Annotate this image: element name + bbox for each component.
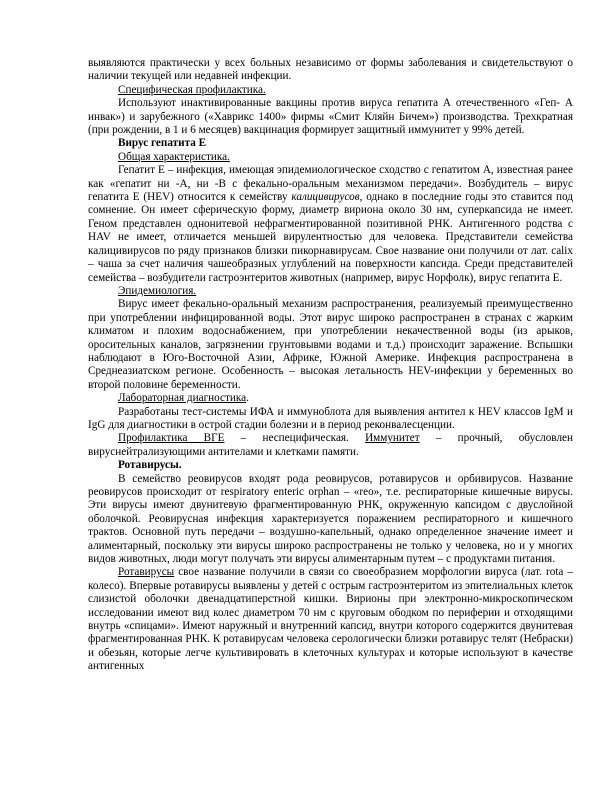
heading-epidemiology-text: Эпидемиология. xyxy=(118,284,197,297)
heading-specific-prophylaxis xyxy=(88,84,573,97)
paragraph-prophylaxis-text-a: – неспецифическая. xyxy=(224,432,366,445)
paragraph-vaccines: Используют инактивированные вакцины против вируса гепатита А отечественного «Геп- А инвак») и зарубежного («Хаврикс 1400» фирмы «Смит Кляйн Бичем») производства. Трехкратная (при рождении, в 1 и 6 месяцев) вакцинация формирует защитный иммунитет у 99% детей. xyxy=(88,97,573,137)
term-hev-prophylaxis: Профилактика ВГЕ xyxy=(118,432,225,445)
heading-lab-diagnostics xyxy=(88,392,573,405)
term-immunity: Иммунитет xyxy=(365,432,420,445)
heading-epidemiology xyxy=(88,285,573,298)
term-caliciviruses: калицивирусов xyxy=(291,191,360,204)
paragraph-prophylaxis-text-b: – прочный, обусловлен вируснейтрализующими антителами и клетками памяти. xyxy=(88,432,573,458)
paragraph-rotaviruses xyxy=(88,566,573,673)
heading-general-characteristics-text: Общая характеристика. xyxy=(118,150,230,163)
paragraph-rotaviruses-text: свое название получили в связи со своеобразием морфологии вируса (лат. rota – колесо). Впервые ротавирусы выявлены у детей с острым гастроэнтеритом из эпителиальных клеток слизистой оболочки двенадцатиперстной кишки. Вирионы при электронно-микроскопическом исследовании имеют вид колес диаметром 70 нм с круговым ободком по периферии и отходящими внутрь «спицами». Имеют наружный и внутренний капсид, внутри которого содержится двунитевая фрагментированная РНК. К ротавирусам человека серологически близки ротавирус телят (Небраски) и обезьян, которые легче культивировать в клеточных культурах и которые используют в качестве антигенных xyxy=(88,566,573,673)
paragraph-hev-description xyxy=(88,164,573,285)
heading-rotaviruses: Ротавирусы. xyxy=(118,459,182,472)
paragraph-reoviruses: В семейство реовирусов входят рода реовирусов, ротавирусов и орбивирусов. Название реовирусов происходит от respiratory enteric orphan – «reo», т.е. респираторные кишечные вирусы. Эти вирусы имеют двунитевую фрагментированную РНК, окруженную капсидом с двуслойной оболочкой. Реовирусная инфекция характеризуется поражением респираторного и кишечного трактов. Основной путь передачи – воздушно-капельный, однако определенное значение имеет и алиментарный, поскольку эти вирусы широко распространены не только у человека, но и у многих видов животных, люди могут получать эти вирусы алиментарным путем – с продуктами питания. xyxy=(88,472,573,566)
paragraph-hev-text-b: , однако в последние годы это ставится под сомнение. Он имеет сферическую форму, диаметр вириона около 30 нм, суперкапсида не имеет. Геном представлен однонитевой нефрагментированной позитивной РНК. Антигенного родства с HAV не имеет, отличается меньшей вирулентностью для человека. Представители семейства калицивирусов по ряду признаков близки пикорнавирусам. Свое название они получили от лат. calix – чаша за счет наличия чашеобразных углублений на поверхности капсида. Среди представителей семейства – возбудители гастроэнтеритов животных (например, вирус Норфолк), вирус гепатита Е. xyxy=(88,191,573,284)
paragraph-hev-text-a: Гепатит Е – инфекция, имеющая эпидемиологическое сходство с гепатитом А, известная ранее как «гепатит ни -А, ни -В с фекально-оральным механизмом передачи». Возбудитель – вирус гепатита Е (HEV) относится к семейству xyxy=(88,164,573,204)
document-body xyxy=(88,57,573,674)
heading-specific-prophylaxis-text: Специфическая профилактика. xyxy=(118,83,266,96)
heading-lab-diagnostics-text: Лабораторная диагностика xyxy=(118,392,247,405)
heading-lab-diagnostics-dot: . xyxy=(246,392,249,405)
paragraph-lab-diagnostics: Разработаны тест-системы ИФА и иммуноблота для выявления антител к HEV классов IgM и IgG для диагностики в острой стадии болезни и в период реконвалесценции. xyxy=(88,405,573,431)
paragraph-prophylaxis-immunity xyxy=(88,432,573,459)
heading-hepatitis-e: Вирус гепатита Е xyxy=(118,137,207,150)
paragraph-antibodies: выявляются практически у всех больных независимо от формы заболевания и свидетельствуют о наличии текущей или недавней инфекции. xyxy=(88,57,573,83)
term-rotaviruses: Ротавирусы xyxy=(118,566,175,579)
paragraph-epidemiology: Вирус имеет фекально-оральный механизм распространения, реализуемый преимущественно при употреблении инфицированной воды. Этот вирус широко распространен в странах с жарким климатом и плохим водоснабжением, при употреблении некачественной воды (из арыков, оросительных каналов, загрязнении грунтовывми водами и т.д.) происходит заражение. Вспышки наблюдают в Юго-Восточной Азии, Африке, Южной Америке. Инфекция распространена в Среднеазиатском регионе. Особенность – высокая летальность HEV-инфекции у беременных во второй половине беременности. xyxy=(88,298,573,391)
heading-general-characteristics xyxy=(88,151,573,164)
